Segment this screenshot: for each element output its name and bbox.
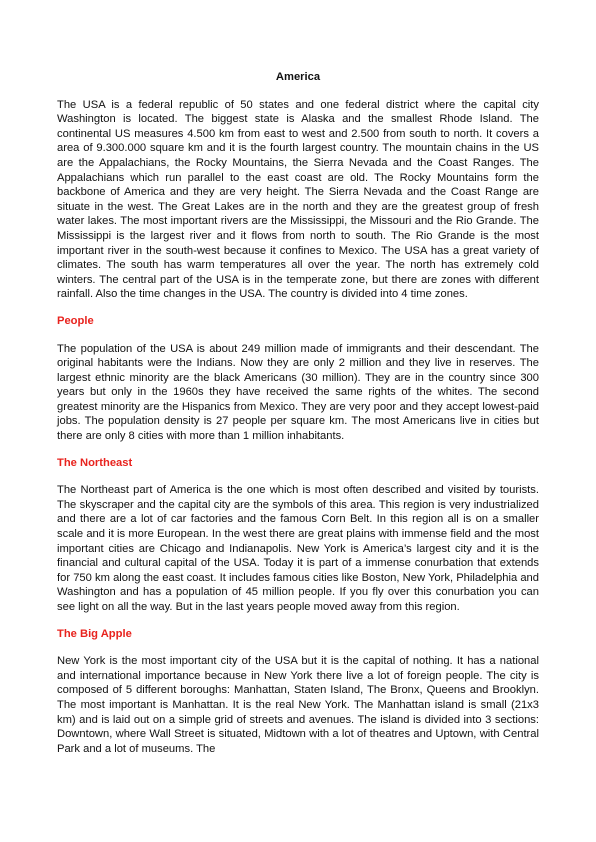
section-paragraph-northeast: The Northeast part of America is the one which is most often described and visited by tourists. The skyscraper and the capital city are the symbols of this area. This region is very industrialized and there are a lot of car factories and the famous Corn Belt. In this region all is on a smaller scale and it is more European. In the west there are great plains with immense field and the most important cities are Chicago and Indianapolis. New York is America’s largest city and it is the financial and cultural capital of the USA. Today it is part of a immense conurbation that extends for 750 km along the east coast. It includes famous cities like Boston, New York, Philadelphia and Washington and has a population of 45 million people. If you fly over this conurbation you can see light on all the way. But in the last years people moved away from this region. — [57, 484, 539, 613]
document-page — [57, 70, 539, 756]
section-heading-people: People — [57, 314, 94, 327]
section-heading-northeast: The Northeast — [57, 456, 133, 469]
section-paragraph-people: The population of the USA is about 249 million made of immigrants and their descendant. The original habitants were the Indians. Now they are only 2 million and they live in reserves. The largest ethnic minority are the black Americans (30 million). They are in the country since 300 years but only in the 1960s they have received the same rights of the whites. The second greatest minority are the Hispanics from Mexico. They are very poor and they accept lowest-paid jobs. The population density is 27 people per square km. The most Americans live in cities but there are only 8 cities with more than 1 million inhabitants. — [57, 342, 539, 443]
section-paragraph-big-apple: New York is the most important city of the USA but it is the capital of nothing. It has a national and international importance because in New York there live a lot of foreign people. The city is composed of 5 different boroughs: Manhattan, Staten Island, The Bronx, Queens and Brooklyn. The most important is Manhattan. It is the real New York. The Manhattan island is small (21x3 km) and is laid out on a simple grid of streets and avenues. The island is divided into 3 sections: Downtown, where Wall Street is situated, Midtown with a lot of theatres and Uptown, with Central Park and a lot of museums. The — [57, 655, 539, 755]
document-title: America — [275, 71, 321, 83]
section-heading-big-apple: The Big Apple — [57, 627, 132, 640]
intro-paragraph: The USA is a federal republic of 50 states and one federal district where the capital city Washington is located. The biggest state is Alaska and the smallest Rhode Island. The continental US measures 4.500 km from east to west and 2.500 from south to north. It covers a area of 9.300.000 square km and it is the fourth largest country. The mountain chains in the US are the Appalachians, the Rocky Mountains, the Sierra Nevada and the Coast Ranges. The Appalachians which run parallel to the east coast are old. The Rocky Mountains form the backbone of America and they are very height. The Sierra Nevada and the Coast Range are situate in the west. The Great Lakes are in the north and they are the greatest group of fresh water lakes. The most important rivers are the Mississippi, the Missouri and the Rio Grande. The Mississippi is the largest river and it flows from north to south. The Rio Grande is the most important river in the south-west because it confines to Mexico. The USA has a great variety of climates. The south has warm temperatures all over the year. The north has extremely cold winters. The central part of the USA is in the temperate zone, but there are zones with different rainfall. Also the time changes in the USA. The country is divided into 4 time zones. — [57, 98, 539, 301]
